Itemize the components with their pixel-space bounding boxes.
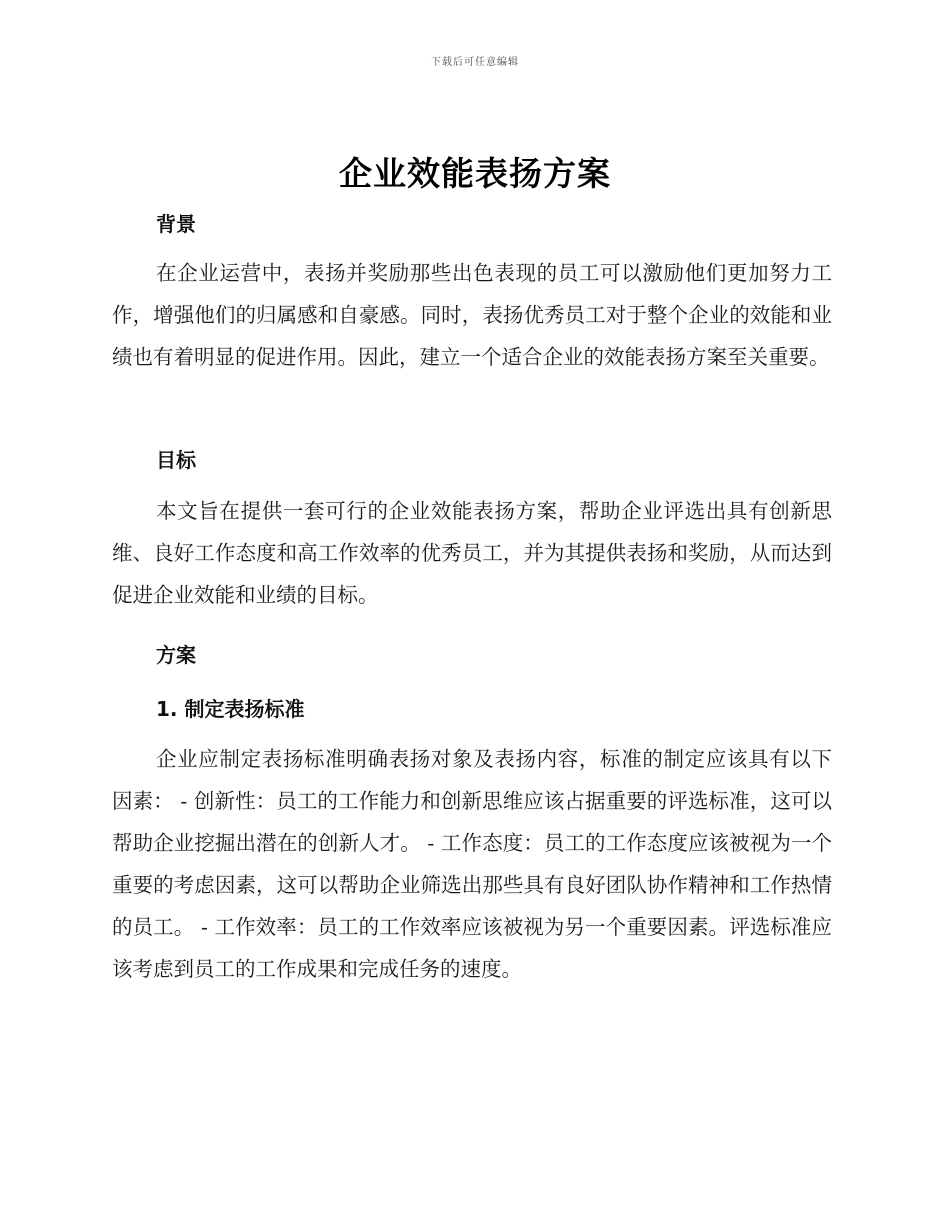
section-heading-background: 背景 — [156, 212, 196, 236]
paragraph-background: 在企业运营中，表扬并奖励那些出色表现的员工可以激励他们更加努力工作，增强他们的归属感和自豪感。同时，表扬优秀员工对于整个企业的效能和业绩也有着明显的促进作用。因此，建立一个适合企业的效能表扬方案至关重要。 — [112, 261, 832, 369]
paragraph-standards: 企业应制定表扬标准明确表扬对象及表扬内容，标准的制定应该具有以下因素： - 创新性：员工的工作能力和创新思维应该占据重要的评选标准，这可以帮助企业挖掘出潜在的创新人才。 - 工作态度：员工的工作态度应该被视为一个重要的考虑因素，这可以帮助企业筛选出那些具有良好团队协作精神和工作热情的员工。 - 工作效率：员工的工作效率应该被视为另一个重要因素。评选标准应该考虑到员工的工作成果和完成任务的速度。 — [112, 747, 832, 981]
page-header-note: 下载后可任意编辑 — [431, 57, 519, 68]
subsection-heading-standards: 1. 制定表扬标准 — [156, 697, 305, 721]
section-heading-plan: 方案 — [156, 643, 196, 667]
document-title: 企业效能表扬方案 — [339, 154, 611, 193]
section-heading-goal: 目标 — [156, 448, 196, 472]
paragraph-goal: 本文旨在提供一套可行的企业效能表扬方案，帮助企业评选出具有创新思维、良好工作态度和高工作效率的优秀员工，并为其提供表扬和奖励，从而达到促进企业效能和业绩的目标。 — [112, 499, 832, 607]
